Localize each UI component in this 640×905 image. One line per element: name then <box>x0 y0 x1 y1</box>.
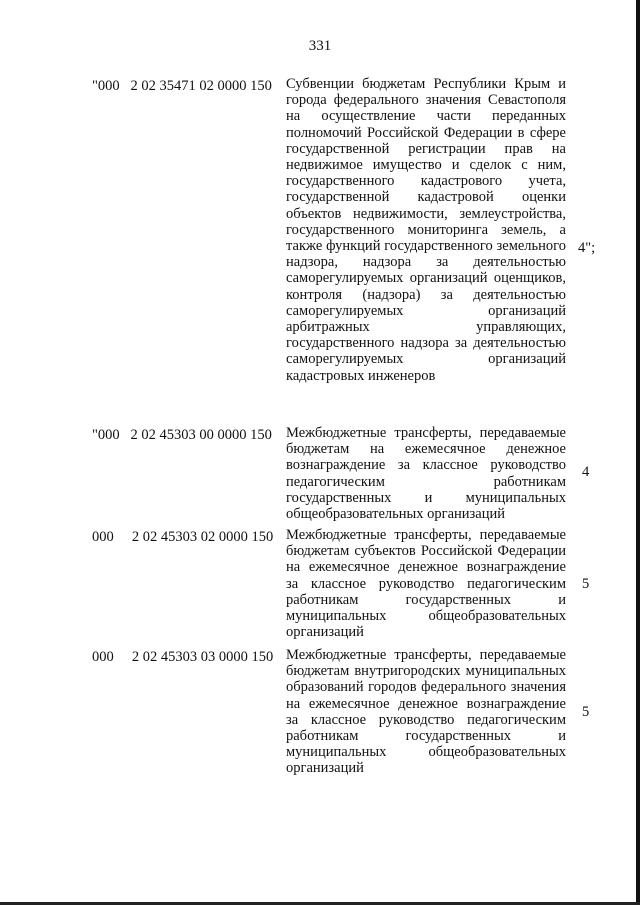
budget-amount: 4"; <box>578 240 596 256</box>
budget-amount: 5 <box>582 704 590 720</box>
budget-description: Межбюджетные трансферты, передаваемые бюджетам субъектов Российской Федерации на ежемесячное денежное вознаграждение за классное руководство педагогическим работникам государственных и муниципальных общеобразовательных организаций <box>286 527 566 641</box>
budget-code: 000 2 02 45303 02 0000 150 <box>92 529 274 545</box>
budget-code: "000 2 02 45303 00 0000 150 <box>92 427 272 443</box>
budget-amount: 4 <box>582 464 590 480</box>
budget-code: "000 2 02 35471 02 0000 150 <box>92 78 272 94</box>
budget-description: Межбюджетные трансферты, передаваемые бюджетам на ежемесячное денежное вознаграждение за классное руководство педагогическим работникам государственных и муниципальных общеобразовательных организаций <box>286 425 566 523</box>
budget-description: Межбюджетные трансферты, передаваемые бюджетам внутригородских муниципальных образований городов федерального значения на ежемесячное денежное вознаграждение за классное руководство педагогическим работникам государственных и муниципальных общеобразовательных организаций <box>286 647 566 777</box>
page-number: 331 <box>308 38 332 54</box>
scan-edge-right <box>636 0 640 905</box>
budget-description: Субвенции бюджетам Республики Крым и города федерального значения Севастополя на осуществление части переданных полномочий Российской Федерации в сфере государственной регистрации прав на недвижимое имущество и сделок с ним, государственного кадастрового учета, государственной кадастровой оценки объектов недвижимости, землеустройства, государственного мониторинга земель, а также функций государственного земельного надзора, надзора за деятельностью саморегулируемых организаций оценщиков, контроля (надзора) за деятельностью саморегулируемых организаций арбитражных управляющих, государственного надзора за деятельностью саморегулируемых организаций кадастровых инженеров <box>286 76 566 384</box>
budget-amount: 5 <box>582 576 590 592</box>
budget-code: 000 2 02 45303 03 0000 150 <box>92 649 274 665</box>
